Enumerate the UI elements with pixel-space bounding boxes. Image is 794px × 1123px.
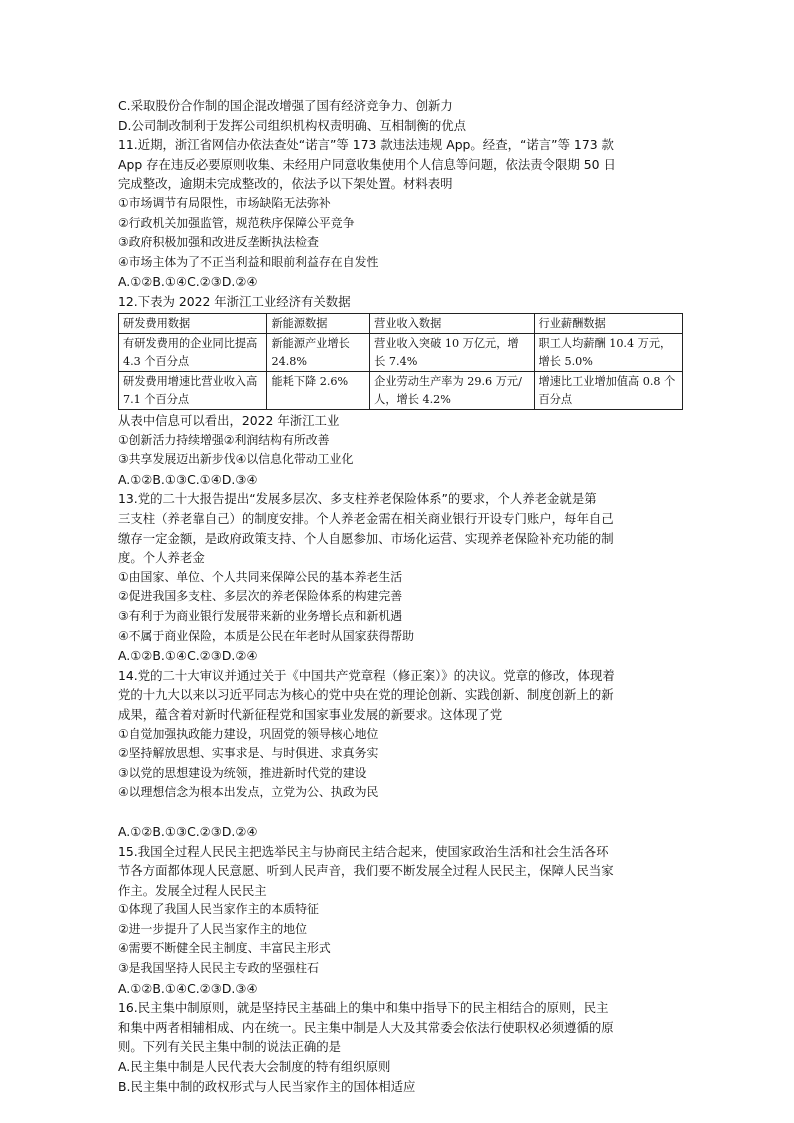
statement-option: ①体现了我国人民当家作主的本质特征 bbox=[118, 902, 319, 917]
question-stem-line: 11.近期，浙江省网信办依法查处“诺言”等 173 款违法违规 App。经查，“诺言”等 173 款 bbox=[118, 137, 614, 153]
question-stem-line: 成果，蕴含着对新时代新征程党和国家事业发展的新要求。这体现了党 bbox=[118, 706, 503, 722]
statement-option: ③有利于为商业银行发展带来新的业务增长点和新机遇 bbox=[118, 608, 403, 623]
table-cell: 职工人均薪酬 10.4 万元，增长 5.0% bbox=[534, 334, 682, 372]
table-cell: 能耗下降 2.6% bbox=[267, 372, 370, 410]
statement-option: ②坚持解放思想、实事求是、与时俱进、求真务实 bbox=[118, 746, 379, 761]
table-header-cell: 新能源数据 bbox=[267, 313, 370, 334]
table-header-row bbox=[119, 313, 683, 334]
option-line: C.采取股份合作制的国企混改增强了国有经济竞争力、创新力 bbox=[118, 98, 453, 113]
statement-option: ④以理想信念为根本出发点，立党为公、执政为民 bbox=[118, 785, 379, 800]
exam-page bbox=[118, 96, 678, 1096]
table-header-cell: 行业薪酬数据 bbox=[534, 313, 682, 334]
table-cell: 增速比工业增加值高 0.8 个百分点 bbox=[534, 372, 682, 410]
question-14 bbox=[118, 666, 678, 842]
data-table bbox=[118, 313, 683, 411]
question-12 bbox=[118, 292, 678, 489]
question-stem-line: 12.下表为 2022 年浙江工业经济有关数据 bbox=[118, 293, 351, 309]
question-stem-line: 15.我国全过程人民民主把选举民主与协商民主结合起来，使国家政治生活和社会生活各环 bbox=[118, 843, 609, 859]
answer-choices: A.①②B.①③C.②③D.②④ bbox=[118, 823, 258, 839]
statement-option: ④市场主体为了不正当利益和眼前利益存在自发性 bbox=[118, 254, 379, 269]
question-stem-line: App 存在违反必要原则收集、未经用户同意收集使用个人信息等问题，依法责令限期 50 日 bbox=[118, 156, 616, 172]
table-header-cell: 研发费用数据 bbox=[119, 313, 267, 334]
answer-choices: A.①②B.①③C.①④D.③④ bbox=[118, 471, 258, 487]
answer-choices: A.①②B.①④C.②③D.③④ bbox=[118, 980, 258, 996]
table-header-cell: 营业收入数据 bbox=[370, 313, 534, 334]
question-stem-line: 则。下列有关民主集中制的说法正确的是 bbox=[118, 1039, 342, 1055]
question-16 bbox=[118, 998, 678, 1096]
option-line: D.公司制改制利于发挥公司组织机构权责明确、互相制衡的优点 bbox=[118, 117, 467, 133]
table-cell: 企业劳动生产率为 29.6 万元/人，增长 4.2% bbox=[370, 372, 534, 410]
statement-option: ④不属于商业保险，本质是公民在年老时从国家获得帮助 bbox=[118, 628, 415, 643]
question-stem-line: 13.党的二十大报告提出“发展多层次、多支柱养老保险体系”的要求，个人养老金就是第 bbox=[118, 491, 597, 507]
question-stem-line: 和集中两者相辅相成、内在统一。民主集中制是人大及其常委会依法行使职权必须遵循的原 bbox=[118, 1019, 614, 1035]
question-stem-line: 缴存一定金额，是政府政策支持、个人自愿参加、市场化运营、实现养老保险补充功能的制 bbox=[118, 530, 614, 546]
statement-option: ②促进我国多支柱、多层次的养老保险体系的构建完善 bbox=[118, 589, 403, 604]
table-cell: 有研发费用的企业同比提高 4.3 个百分点 bbox=[119, 334, 267, 372]
statement-option: ①自觉加强执政能力建设，巩固党的领导核心地位 bbox=[118, 726, 379, 741]
choice-option: B.民主集中制的政权形式与人民当家作主的国体相适应 bbox=[118, 1078, 416, 1094]
question-stem-line: 14.党的二十大审议并通过关于《中国共产党章程（修正案）》的决议。党章的修改，体现着 bbox=[118, 667, 615, 683]
question-stem-line: 三支柱（养老靠自己）的制度安排。个人养老金需在相关商业银行开设专门账户，每年自己 bbox=[118, 511, 614, 526]
blank-spacer bbox=[118, 803, 678, 822]
statement-option: ①市场调节有局限性，市场缺陷无法弥补 bbox=[118, 195, 331, 210]
table-cell: 研发费用增速比营业收入高 7.1 个百分点 bbox=[119, 372, 267, 410]
choice-option: A.民主集中制是人民代表大会制度的特有组织原则 bbox=[118, 1059, 391, 1075]
question-15 bbox=[118, 842, 678, 999]
question-stem-line: 作主。发展全过程人民民主 bbox=[118, 882, 267, 898]
statement-option: ①创新活力持续增强②利润结构有所改善 bbox=[118, 432, 330, 447]
table-cell: 营业收入突破 10 万亿元，增长 7.4% bbox=[370, 334, 534, 372]
statement-option: ②行政机关加强监管，规范秩序保障公平竞争 bbox=[118, 215, 355, 230]
question-stem-line: 16.民主集中制原则，就是坚持民主基础上的集中和集中指导下的民主相结合的原则，民主 bbox=[118, 1000, 609, 1016]
statement-option: ③政府积极加强和改进反垄断执法检查 bbox=[118, 235, 319, 250]
question-stem-line: 党的十九大以来以习近平同志为核心的党中央在党的理论创新、实践创新、制度创新上的新 bbox=[118, 687, 614, 703]
prev-question-tail bbox=[118, 96, 678, 135]
statement-option: ③共享发展迈出新步伐④以信息化带动工业化 bbox=[118, 452, 354, 467]
statement-option: ④需要不断健全民主制度、丰富民主形式 bbox=[118, 941, 331, 956]
table-row bbox=[119, 334, 683, 372]
question-stem-line: 度。个人养老金 bbox=[118, 550, 205, 566]
answer-choices: A.①②B.①④C.②③D.②④ bbox=[118, 648, 258, 664]
question-stem-line: 从表中信息可以看出，2022 年浙江工业 bbox=[118, 413, 340, 429]
question-13 bbox=[118, 489, 678, 665]
question-stem-line: 完成整改，逾期未完成整改的，依法予以下架处置。材料表明 bbox=[118, 176, 453, 192]
statement-option: ③是我国坚持人民民主专政的坚强柱石 bbox=[118, 961, 319, 976]
table-cell: 新能源产业增长 24.8% bbox=[267, 334, 370, 372]
statement-option: ①由国家、单位、个人共同来保障公民的基本养老生活 bbox=[118, 569, 403, 584]
question-11 bbox=[118, 135, 678, 292]
answer-choices: A.①②B.①④C.②③D.②④ bbox=[118, 274, 258, 290]
statement-option: ②进一步提升了人民当家作主的地位 bbox=[118, 921, 308, 936]
question-stem-line: 节各方面都体现人民意愿、听到人民声音，我们要不断发展全过程人民民主，保障人民当家 bbox=[118, 863, 614, 879]
table-row bbox=[119, 372, 683, 410]
statement-option: ③以党的思想建设为统领，推进新时代党的建设 bbox=[118, 765, 367, 780]
